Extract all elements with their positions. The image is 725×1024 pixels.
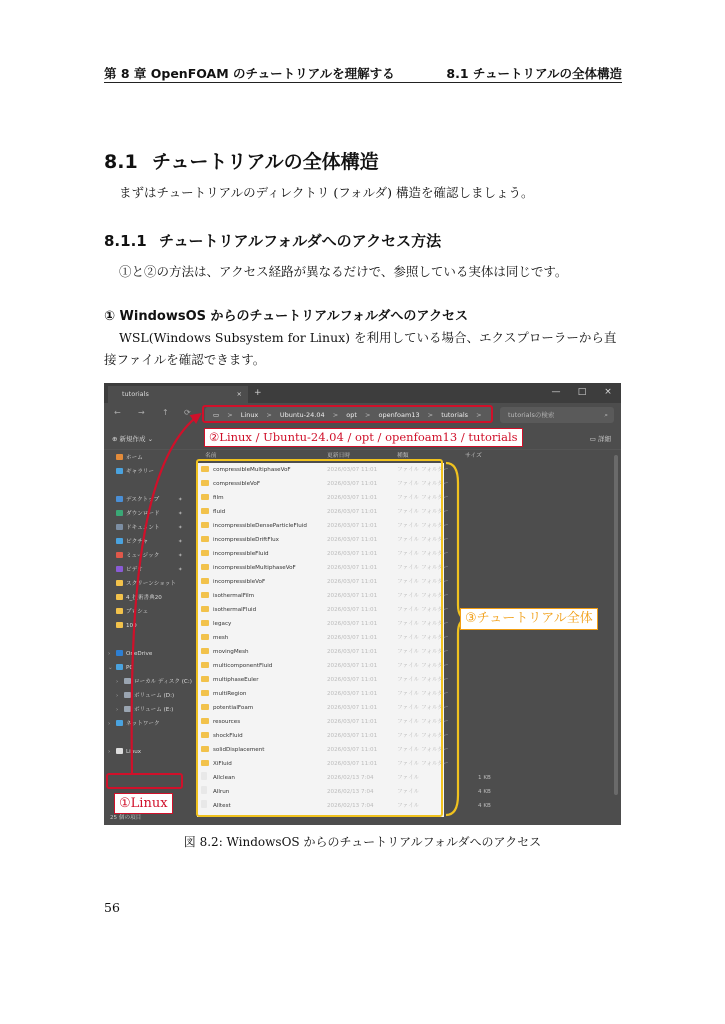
- file-name: incompressibleVoF: [213, 579, 266, 585]
- breadcrumb-ubuntu[interactable]: Ubuntu-24.04: [279, 411, 325, 419]
- file-name: compressibleVoF: [213, 481, 261, 487]
- file-date: 2026/03/07 11:01: [327, 537, 378, 543]
- annotation-linux-label: ①Linux: [114, 793, 173, 814]
- chevron-icon[interactable]: ⌄: [108, 665, 113, 671]
- subsection-title-text: チュートリアルフォルダへのアクセス方法: [159, 232, 442, 250]
- sidebar-item-label: ホーム: [126, 455, 143, 461]
- section-title: [104, 147, 379, 174]
- breadcrumb-separator: >: [364, 411, 371, 419]
- sidebar-item-label: OneDrive: [126, 651, 153, 657]
- file-name: multicomponentFluid: [213, 663, 273, 669]
- breadcrumb-separator: >: [332, 411, 339, 419]
- sidebar-item-label: プロシェ: [126, 609, 149, 615]
- sidebar-item-label: ローカル ディスク (C:): [134, 679, 192, 685]
- file-date: 2026/03/07 11:01: [327, 565, 378, 571]
- sidebar-item-label: ボリューム (E:): [134, 707, 174, 713]
- file-name: multiRegion: [213, 691, 247, 697]
- file-size: 4 KB: [478, 789, 491, 795]
- sidebar-item-label: ギャラリー: [126, 469, 154, 475]
- details-button[interactable]: ▭ 詳細: [589, 435, 611, 443]
- file-date: 2026/03/07 11:01: [327, 621, 378, 627]
- file-name: resources: [213, 719, 241, 725]
- file-type: ファイル: [397, 803, 420, 809]
- file-type: ファイル フォルダー: [397, 747, 449, 753]
- sidebar-item-label: スクリーンショット: [126, 581, 176, 587]
- file-type: ファイル フォルダー: [397, 523, 449, 529]
- file-date: 2026/03/07 11:01: [327, 523, 378, 529]
- file-date: 2026/03/07 11:01: [327, 607, 378, 613]
- column-size[interactable]: サイズ: [465, 453, 482, 459]
- file-date: 2026/03/07 11:01: [327, 635, 378, 641]
- file-size: 4 KB: [478, 803, 491, 809]
- file-name: isothermalFilm: [213, 593, 255, 599]
- breadcrumb-openfoam13[interactable]: openfoam13: [378, 411, 420, 419]
- breadcrumb-separator: >: [476, 411, 482, 419]
- file-type: ファイル: [397, 775, 420, 781]
- minimize-icon[interactable]: —: [551, 387, 561, 397]
- sidebar-item-label: 4_技術書典20: [126, 595, 162, 601]
- refresh-icon[interactable]: ⟳: [184, 408, 191, 417]
- file-date: 2026/03/07 11:01: [327, 481, 378, 487]
- pin-icon: ✦: [178, 539, 183, 545]
- file-date: 2026/03/07 11:01: [327, 719, 378, 725]
- file-date: 2026/03/07 11:01: [327, 677, 378, 683]
- file-type: ファイル フォルダー: [397, 705, 449, 711]
- new-button[interactable]: ⊕ 新規作成 ⌄: [112, 435, 154, 443]
- sidebar-item-label: ピクチャ: [126, 539, 149, 545]
- maximize-icon[interactable]: □: [577, 387, 587, 397]
- chevron-icon[interactable]: ›: [116, 679, 119, 685]
- page-number: 56: [104, 900, 120, 915]
- sidebar-item-label: 100: [126, 623, 137, 629]
- file-name: incompressibleFluid: [213, 551, 269, 557]
- header-rule: [104, 82, 622, 83]
- file-type: ファイル フォルダー: [397, 565, 449, 571]
- paragraph-methods: ①と②の方法は、アクセス経路が異なるだけで、参照している実体は同じです。: [119, 264, 568, 279]
- breadcrumb-separator: >: [427, 411, 434, 419]
- file-date: 2026/03/07 11:01: [327, 467, 378, 473]
- sidebar-item-label: ボリューム (D:): [134, 693, 175, 699]
- back-icon[interactable]: ←: [114, 408, 121, 417]
- file-date: 2026/02/13 7:04: [327, 775, 374, 781]
- column-name[interactable]: 名前: [205, 453, 217, 459]
- column-type[interactable]: 種類: [397, 453, 409, 459]
- brace-shape: [104, 383, 621, 825]
- pin-icon: ✦: [178, 511, 183, 517]
- search-icon: ⌕: [604, 411, 608, 419]
- file-name: incompressibleMultiphaseVoF: [213, 565, 296, 571]
- file-type: ファイル フォルダー: [397, 691, 449, 697]
- pin-icon: ✦: [178, 567, 183, 573]
- chevron-icon[interactable]: ›: [108, 651, 111, 657]
- file-name: film: [213, 495, 224, 501]
- sidebar-item-label: デスクトップ: [126, 497, 160, 503]
- file-name: solidDisplacement: [213, 747, 265, 753]
- sidebar-item-label: ダウンロード: [126, 511, 160, 517]
- file-date: 2026/03/07 11:01: [327, 509, 378, 515]
- sidebar-item-label: ミュージック: [126, 553, 160, 559]
- file-date: 2026/03/07 11:01: [327, 495, 378, 501]
- file-type: ファイル フォルダー: [397, 509, 449, 515]
- chevron-icon[interactable]: ›: [116, 693, 119, 699]
- file-type: ファイル フォルダー: [397, 537, 449, 543]
- file-type: ファイル フォルダー: [397, 621, 449, 627]
- file-name: movingMesh: [213, 649, 249, 655]
- pin-icon: ✦: [178, 497, 183, 503]
- file-type: ファイル フォルダー: [397, 467, 449, 473]
- file-name: incompressibleDriftFlux: [213, 537, 279, 543]
- file-date: 2026/03/07 11:01: [327, 649, 378, 655]
- file-name: incompressibleDenseParticleFluid: [213, 523, 307, 529]
- pin-icon: ✦: [178, 525, 183, 531]
- pin-icon: ✦: [178, 553, 183, 559]
- file-name: mesh: [213, 635, 229, 641]
- section-title-text: チュートリアルの全体構造: [152, 151, 379, 173]
- file-name: multiphaseEuler: [213, 677, 259, 683]
- file-date: 2026/03/07 11:01: [327, 747, 378, 753]
- file-date: 2026/03/07 11:01: [327, 705, 378, 711]
- annotation-all-label: ③チュートリアル全体: [460, 608, 598, 630]
- file-size: 1 KB: [478, 775, 491, 781]
- sidebar-item-label: Linux: [126, 749, 142, 755]
- file-type: ファイル: [397, 789, 420, 795]
- file-type: ファイル フォルダー: [397, 649, 449, 655]
- sidebar-item-label: ドキュメント: [126, 525, 160, 531]
- file-name: Alltest: [213, 803, 231, 809]
- access-heading: ① WindowsOS からのチュートリアルフォルダへのアクセス: [104, 309, 469, 324]
- file-type: ファイル フォルダー: [397, 495, 449, 501]
- subsection-number: 8.1.1: [104, 232, 147, 250]
- chevron-icon[interactable]: ›: [116, 707, 119, 713]
- file-type: ファイル フォルダー: [397, 593, 449, 599]
- running-header-section: 8.1 チュートリアルの全体構造: [446, 66, 622, 81]
- new-tab-icon[interactable]: +: [254, 388, 262, 398]
- up-icon[interactable]: ↑: [162, 408, 169, 417]
- close-window-icon[interactable]: ×: [604, 387, 612, 397]
- section-number: 8.1: [104, 151, 138, 173]
- paragraph-wsl: WSL(Windows Subsystem for Linux) を利用している場合、エクスプローラーから直接ファイルを確認できます。: [104, 330, 617, 367]
- search-placeholder: tutorialsの検索: [508, 411, 555, 419]
- explorer-screenshot: [104, 383, 621, 825]
- breadcrumb-separator: >: [227, 411, 233, 419]
- file-date: 2026/03/07 11:01: [327, 593, 378, 599]
- file-name: XiFluid: [213, 761, 232, 767]
- running-header: [104, 64, 622, 82]
- file-name: legacy: [213, 621, 232, 627]
- file-type: ファイル フォルダー: [397, 761, 449, 767]
- file-type: ファイル フォルダー: [397, 481, 449, 487]
- file-date: 2026/03/07 11:01: [327, 663, 378, 669]
- file-date: 2026/02/13 7:04: [327, 803, 374, 809]
- chevron-icon[interactable]: ›: [108, 721, 111, 727]
- chevron-icon[interactable]: ›: [108, 749, 111, 755]
- file-name: isothermalFluid: [213, 607, 257, 613]
- file-date: 2026/03/07 11:01: [327, 551, 378, 557]
- forward-icon[interactable]: →: [138, 408, 145, 417]
- file-type: ファイル フォルダー: [397, 579, 449, 585]
- file-name: potentialFoam: [213, 705, 254, 711]
- file-name: Allrun: [213, 789, 230, 795]
- paragraph-intro: まずはチュートリアルのディレクトリ (フォルダ) 構造を確認しましょう。: [119, 185, 534, 200]
- figure-caption: 図 8.2: WindowsOS からのチュートリアルフォルダへのアクセス: [183, 835, 542, 849]
- file-type: ファイル フォルダー: [397, 551, 449, 557]
- breadcrumb-opt[interactable]: opt: [346, 411, 357, 419]
- file-type: ファイル フォルダー: [397, 635, 449, 641]
- file-name: Allclean: [213, 775, 235, 781]
- file-type: ファイル フォルダー: [397, 677, 449, 683]
- sidebar-item-label: ビデオ: [126, 567, 143, 573]
- subsection-title: [104, 230, 441, 251]
- running-header-chapter: 第 8 章 OpenFOAM のチュートリアルを理解する: [104, 66, 395, 81]
- annotation-path-label: ②Linux / Ubuntu-24.04 / opt / openfoam13 / tutorials: [204, 428, 523, 447]
- file-date: 2026/03/07 11:01: [327, 761, 378, 767]
- breadcrumb-tutorials[interactable]: tutorials: [441, 411, 469, 419]
- file-date: 2026/03/07 11:01: [327, 691, 378, 697]
- tab-title: tutorials: [122, 390, 149, 398]
- file-name: compressibleMultiphaseVoF: [213, 467, 291, 473]
- file-name: fluid: [213, 509, 226, 515]
- file-name: shockFluid: [213, 733, 243, 739]
- file-date: 2026/02/13 7:04: [327, 789, 374, 795]
- breadcrumb-linux[interactable]: Linux: [240, 411, 259, 419]
- tab-close-icon[interactable]: ×: [236, 390, 242, 398]
- file-date: 2026/03/07 11:01: [327, 733, 378, 739]
- status-bar: 25 個の項目: [110, 815, 142, 821]
- file-type: ファイル フォルダー: [397, 607, 449, 613]
- sidebar-item-label: PC: [126, 665, 134, 671]
- column-date[interactable]: 更新日時: [327, 453, 351, 459]
- file-type: ファイル フォルダー: [397, 719, 449, 725]
- monitor-icon: ▭: [213, 411, 220, 419]
- breadcrumb-separator: >: [266, 411, 272, 419]
- file-date: 2026/03/07 11:01: [327, 579, 378, 585]
- sidebar-item-label: ネットワーク: [126, 721, 160, 727]
- file-type: ファイル フォルダー: [397, 663, 449, 669]
- file-type: ファイル フォルダー: [397, 733, 449, 739]
